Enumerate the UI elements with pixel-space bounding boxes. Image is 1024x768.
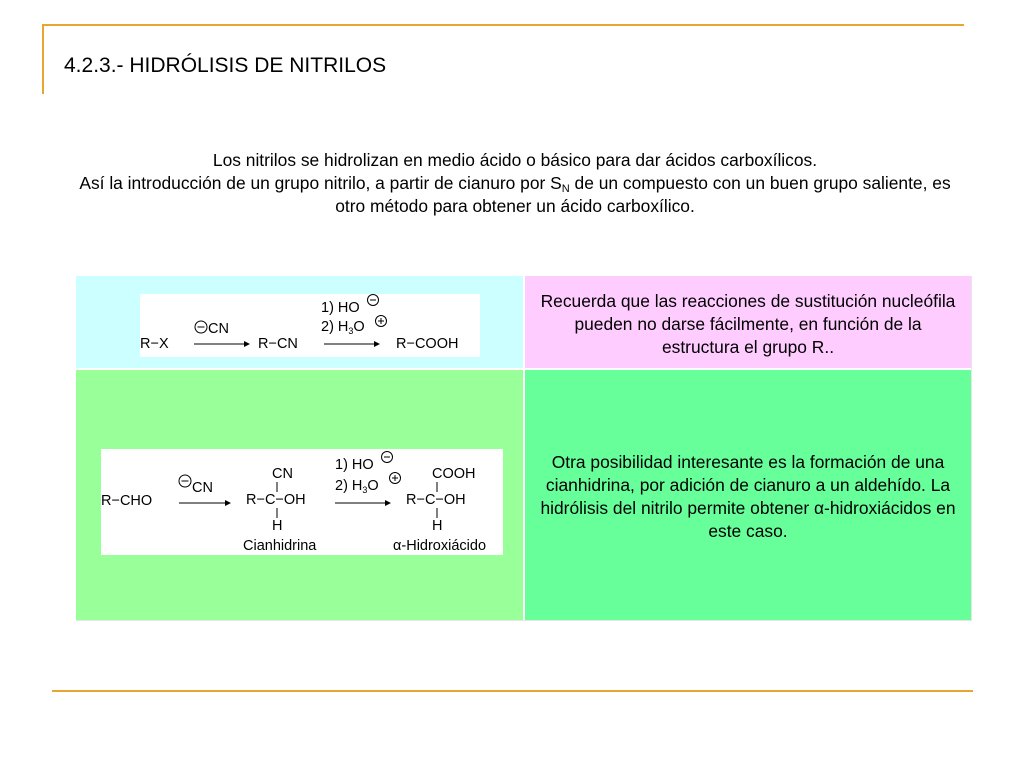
intro-line-2-start: Así la introducción de un grupo nitrilo, a partir de cianuro por S (79, 173, 562, 193)
arrow-icon (179, 500, 231, 506)
product-label: R−COOH (396, 336, 459, 352)
reagent-label: CN (208, 321, 229, 337)
product-main: R−C−OH (406, 492, 466, 508)
reagent-label: CN (192, 480, 213, 496)
cyanohydrin-bottom: H (272, 518, 283, 534)
cyanohydrin-name: Cianhidrina (243, 538, 317, 554)
table-right-border (971, 276, 972, 621)
step-2-label: 2) $H_3O$ (321, 319, 365, 336)
reaction-scheme-cyanohydrin (101, 449, 503, 555)
arrow-icon (194, 341, 250, 347)
slide-title: 4.2.3.- HIDRÓLISIS DE NITRILOS (64, 54, 387, 77)
step-1-label: 1) HO (335, 457, 374, 473)
reactant-label: R−X (140, 336, 169, 352)
cyanide-reagent (195, 321, 229, 337)
plus-charge-icon (390, 473, 401, 484)
cyanohydrin-main: R−C−OH (246, 492, 306, 508)
cyanide-reagent (179, 475, 213, 496)
top-accent-line (42, 24, 964, 26)
minus-charge-icon (368, 295, 379, 306)
intro-subscript: N (561, 183, 570, 195)
minus-charge-icon (382, 452, 393, 463)
step-2-label: 2) $H_3O$ (335, 478, 379, 495)
arrow-icon (324, 341, 380, 347)
product-name: α-Hidroxiácido (393, 538, 487, 554)
table-column-divider (523, 276, 525, 621)
aldehyde-label: R−CHO (101, 493, 153, 509)
intermediate-label: R−CN (258, 336, 298, 352)
arrow-icon (335, 500, 391, 506)
plus-charge-icon (376, 316, 387, 327)
product-bottom: H (432, 518, 443, 534)
note-cyanohydrin: Otra posibilidad interesante es la formación de una cianhidrina, por adición de cianuro a un aldehído. La hidrólisis del nitrilo permite obtener α-hidroxiácidos en este caso. (540, 452, 956, 541)
table-bottom-border (76, 620, 972, 621)
cyanohydrin-top: CN (272, 466, 293, 482)
note-substitution: Recuerda que las reacciones de sustitución nucleófila pueden no darse fácilmente, en función de la estructura el grupo R.. (540, 291, 956, 357)
intro-line-2-end: de un compuesto con un buen grupo saliente, es otro método para obtener un ácido carboxílico. (335, 173, 951, 216)
step-1-label: 1) HO (321, 300, 360, 316)
product-top: COOH (432, 466, 476, 482)
intro-paragraph (64, 149, 966, 218)
intro-line-1: Los nitrilos se hidrolizan en medio ácido o básico para dar ácidos carboxílicos. (212, 150, 818, 170)
reaction-scheme-nitrile-hydrolysis (140, 294, 480, 357)
left-accent-line (42, 24, 44, 94)
bottom-accent-line (52, 690, 973, 692)
